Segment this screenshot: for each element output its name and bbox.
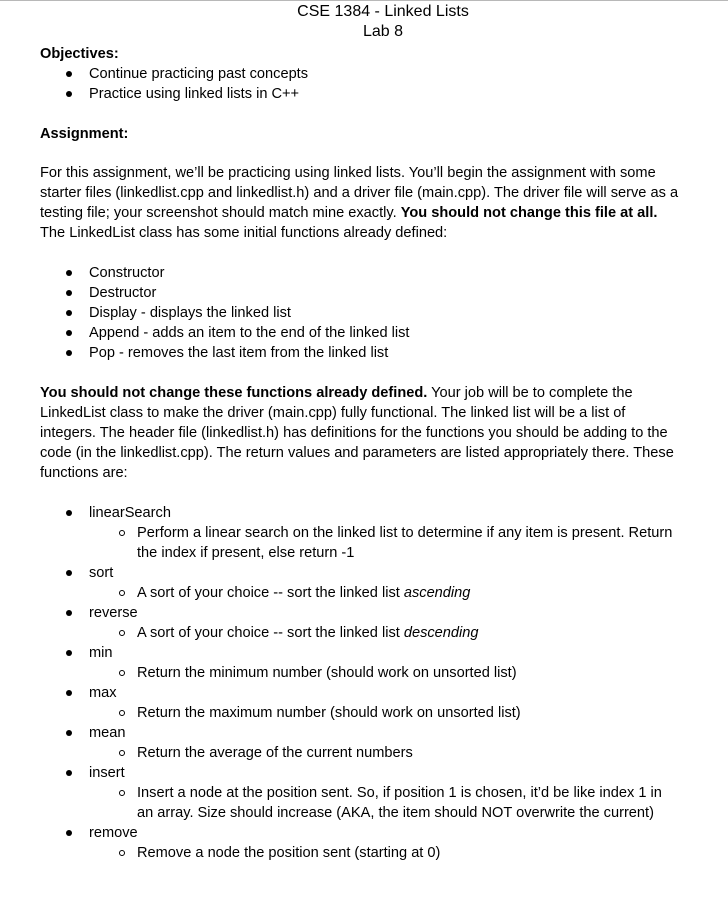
- functions-intro: You should not change these functions already defined. Your job will be to complete the LinkedList class to make the driver (main.cpp) fully functional. The linked list will be a list of integers. The header file (linkedlist.h) has definitions for the functions you should be adding to the code (in the linkedlist.cpp). The return values and parameters are listed appropriately there. These functions are:: [40, 385, 674, 481]
- function-description: Insert a node at the position sent. So, if position 1 is chosen, it’d be like index 1 in an array. Size should increase (AKA, the item should NOT overwrite the current): [89, 783, 680, 823]
- assignment-heading: Assignment:: [40, 126, 129, 142]
- function-description: Remove a node the position sent (starting at 0): [89, 843, 680, 863]
- function-item-insert: insert Insert a node at the position sent. So, if position 1 is chosen, it’d be like index 1 in an array. Size should increase (AKA, the item should NOT overwrite the current): [40, 763, 680, 823]
- document-body: [40, 44, 680, 863]
- objectives-list: [40, 64, 680, 104]
- assignment-intro: For this assignment, we’ll be practicing using linked lists. You’ll begin the assignment with some starter files (linkedlist.cpp and linkedlist.h) and a driver file (main.cpp). The driver file will serve as a testing file; your screenshot should match mine exactly. You should not change this file at all. The LinkedList class has some initial functions already defined:: [40, 165, 679, 241]
- function-description: Return the average of the current numbers: [89, 743, 680, 763]
- list-item: Continue practicing past concepts: [40, 64, 680, 84]
- function-description: Return the minimum number (should work on unsorted list): [89, 663, 680, 683]
- list-item: Practice using linked lists in C++: [40, 84, 680, 104]
- bold-warning: You should not change this file at all.: [400, 205, 658, 221]
- function-description: Return the maximum number (should work on unsorted list): [89, 703, 680, 723]
- function-item-reverse: reverse A sort of your choice -- sort the linked list descending: [40, 603, 680, 643]
- objectives-heading: Objectives:: [40, 46, 119, 62]
- function-item-mean: mean Return the average of the current numbers: [40, 723, 680, 763]
- function-description: A sort of your choice -- sort the linked list ascending: [89, 583, 680, 603]
- function-description: A sort of your choice -- sort the linked list descending: [89, 623, 680, 643]
- function-item-max: max Return the maximum number (should work on unsorted list): [40, 683, 680, 723]
- document-subtitle: Lab 8: [362, 23, 404, 40]
- document-title: CSE 1384 - Linked Lists: [297, 3, 469, 20]
- bold-warning: You should not change these functions already defined.: [40, 385, 428, 401]
- function-description: Perform a linear search on the linked list to determine if any item is present. Return the index if present, else return -1: [89, 523, 680, 563]
- list-item: Pop - removes the last item from the linked list: [40, 343, 680, 363]
- list-item: Append - adds an item to the end of the linked list: [40, 323, 680, 343]
- list-item: Destructor: [40, 283, 680, 303]
- list-item: Constructor: [40, 263, 680, 283]
- required-functions-list: [40, 503, 680, 863]
- page-top-border: [0, 0, 728, 1]
- list-item: Display - displays the linked list: [40, 303, 680, 323]
- document-header: [0, 2, 728, 42]
- function-item-linearsearch: linearSearch Perform a linear search on the linked list to determine if any item is present. Return the index if present, else return -1: [40, 503, 680, 563]
- function-item-remove: remove Remove a node the position sent (starting at 0): [40, 823, 680, 863]
- function-item-min: min Return the minimum number (should work on unsorted list): [40, 643, 680, 683]
- function-item-sort: sort A sort of your choice -- sort the linked list ascending: [40, 563, 680, 603]
- initial-functions-list: [40, 263, 680, 363]
